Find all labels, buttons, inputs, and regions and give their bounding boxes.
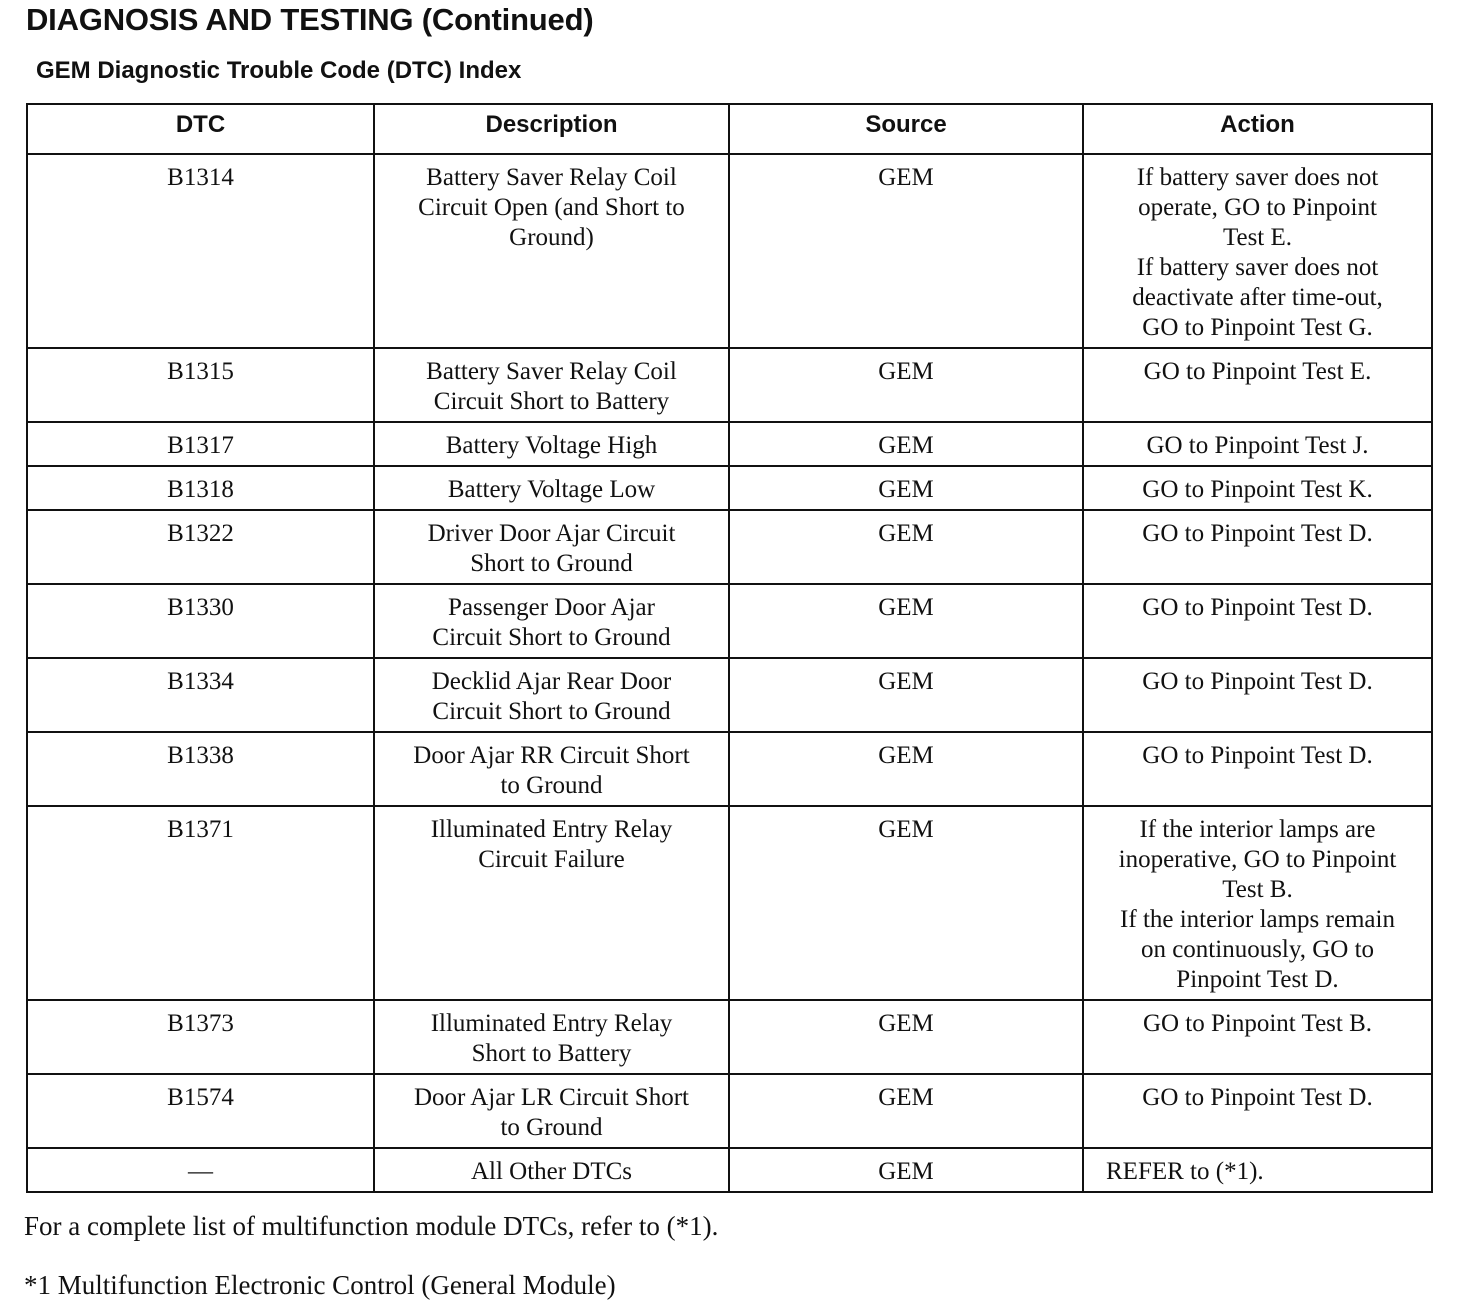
- table-title: GEM Diagnostic Trouble Code (DTC) Index: [36, 57, 522, 84]
- dtc-code-cell: B1318: [27, 466, 374, 510]
- source-cell: GEM: [729, 466, 1083, 510]
- action-line: If the interior lamps are: [1139, 816, 1376, 843]
- table-row: [27, 732, 1432, 806]
- table-row: [27, 1000, 1432, 1074]
- table-row: [27, 1148, 1432, 1192]
- description-cell: [374, 658, 729, 732]
- source-cell: GEM: [729, 154, 1083, 348]
- description-line: Battery Voltage Low: [447, 476, 656, 503]
- table-row: [27, 510, 1432, 584]
- dtc-code-cell: B1314: [27, 154, 374, 348]
- description-cell: [374, 466, 729, 510]
- dtc-code-cell: B1334: [27, 658, 374, 732]
- source-cell: GEM: [729, 510, 1083, 584]
- page-heading: DIAGNOSIS AND TESTING (Continued): [26, 2, 594, 37]
- description-cell: [374, 510, 729, 584]
- table-row: [27, 422, 1432, 466]
- source-cell: GEM: [729, 422, 1083, 466]
- description-cell: [374, 732, 729, 806]
- description-line: Circuit Failure: [478, 846, 625, 873]
- description-line: Circuit Open (and Short to: [418, 194, 685, 221]
- description-cell: [374, 584, 729, 658]
- action-cell: [1083, 1000, 1432, 1074]
- dtc-code-cell: —: [27, 1148, 374, 1192]
- action-line: Test E.: [1222, 224, 1293, 251]
- description-line: Driver Door Ajar Circuit: [427, 520, 676, 547]
- description-cell: [374, 348, 729, 422]
- description-cell: [374, 154, 729, 348]
- dtc-code-cell: B1317: [27, 422, 374, 466]
- action-line: inoperative, GO to Pinpoint: [1118, 846, 1397, 873]
- table-row: [27, 154, 1432, 348]
- dtc-index-table: [26, 103, 1433, 1193]
- header-description: Description: [374, 104, 729, 154]
- dtc-code-cell: B1315: [27, 348, 374, 422]
- action-cell: [1083, 806, 1432, 1000]
- action-cell: [1083, 732, 1432, 806]
- description-cell: [374, 422, 729, 466]
- action-line: GO to Pinpoint Test D.: [1142, 1084, 1373, 1111]
- action-line: Pinpoint Test D.: [1176, 966, 1339, 993]
- table-row: [27, 348, 1432, 422]
- action-cell: [1083, 584, 1432, 658]
- action-line: GO to Pinpoint Test B.: [1142, 1010, 1373, 1037]
- source-cell: GEM: [729, 584, 1083, 658]
- action-line: REFER to (*1).: [1106, 1158, 1264, 1185]
- description-line: Battery Saver Relay Coil: [426, 164, 677, 191]
- action-cell: [1083, 154, 1432, 348]
- dtc-code-cell: B1330: [27, 584, 374, 658]
- table-row: [27, 1074, 1432, 1148]
- source-cell: GEM: [729, 732, 1083, 806]
- source-cell: GEM: [729, 1074, 1083, 1148]
- table-row: [27, 806, 1432, 1000]
- action-line: GO to Pinpoint Test D.: [1142, 594, 1373, 621]
- action-line: GO to Pinpoint Test G.: [1142, 314, 1373, 341]
- description-cell: [374, 1000, 729, 1074]
- action-cell: [1083, 422, 1432, 466]
- description-line: Door Ajar RR Circuit Short: [413, 742, 690, 769]
- action-line: GO to Pinpoint Test K.: [1142, 476, 1373, 503]
- dtc-code-cell: B1574: [27, 1074, 374, 1148]
- action-line: GO to Pinpoint Test J.: [1146, 432, 1369, 459]
- dtc-code-cell: B1371: [27, 806, 374, 1000]
- description-line: to Ground: [500, 772, 603, 799]
- description-line: Circuit Short to Battery: [433, 388, 670, 415]
- header-source: Source: [729, 104, 1083, 154]
- description-line: Illuminated Entry Relay: [430, 816, 673, 843]
- source-cell: GEM: [729, 1000, 1083, 1074]
- dtc-code-cell: B1373: [27, 1000, 374, 1074]
- description-line: Door Ajar LR Circuit Short: [414, 1084, 689, 1111]
- description-cell: [374, 1148, 729, 1192]
- action-cell: [1083, 348, 1432, 422]
- action-line: If battery saver does not: [1136, 254, 1379, 281]
- table-body: [27, 154, 1432, 1192]
- action-line: GO to Pinpoint Test E.: [1143, 358, 1372, 385]
- table-row: [27, 658, 1432, 732]
- action-cell: [1083, 510, 1432, 584]
- description-line: to Ground: [500, 1114, 603, 1141]
- description-line: Ground): [509, 224, 594, 251]
- action-line: operate, GO to Pinpoint: [1138, 194, 1377, 221]
- description-line: Short to Ground: [470, 550, 633, 577]
- action-line: If battery saver does not: [1136, 164, 1379, 191]
- table-header-row: [27, 104, 1432, 154]
- action-cell: [1083, 1148, 1432, 1192]
- description-line: Short to Battery: [471, 1040, 632, 1067]
- description-line: Battery Saver Relay Coil: [426, 358, 677, 385]
- description-line: Passenger Door Ajar: [448, 594, 655, 621]
- description-line: Circuit Short to Ground: [432, 624, 671, 651]
- action-line: Test B.: [1222, 876, 1293, 903]
- action-line: If the interior lamps remain: [1120, 906, 1395, 933]
- table-row: [27, 584, 1432, 658]
- description-cell: [374, 806, 729, 1000]
- source-cell: GEM: [729, 1148, 1083, 1192]
- description-line: Battery Voltage High: [445, 432, 658, 459]
- action-line: deactivate after time-out,: [1132, 284, 1383, 311]
- description-line: All Other DTCs: [470, 1158, 633, 1185]
- header-dtc: DTC: [27, 104, 374, 154]
- footer-note: For a complete list of multifunction module DTCs, refer to (*1).: [24, 1211, 719, 1241]
- description-line: Circuit Short to Ground: [432, 698, 671, 725]
- description-line: Decklid Ajar Rear Door: [431, 668, 672, 695]
- description-cell: [374, 1074, 729, 1148]
- dtc-code-cell: B1322: [27, 510, 374, 584]
- action-line: GO to Pinpoint Test D.: [1142, 742, 1373, 769]
- source-cell: GEM: [729, 348, 1083, 422]
- action-cell: [1083, 466, 1432, 510]
- source-cell: GEM: [729, 658, 1083, 732]
- action-line: GO to Pinpoint Test D.: [1142, 668, 1373, 695]
- header-action: Action: [1083, 104, 1432, 154]
- source-cell: GEM: [729, 806, 1083, 1000]
- dtc-code-cell: B1338: [27, 732, 374, 806]
- action-line: on continuously, GO to: [1140, 936, 1375, 963]
- action-cell: [1083, 658, 1432, 732]
- description-line: Illuminated Entry Relay: [430, 1010, 673, 1037]
- footnote-reference: *1 Multifunction Electronic Control (General Module): [24, 1270, 616, 1300]
- action-line: GO to Pinpoint Test D.: [1142, 520, 1373, 547]
- table-row: [27, 466, 1432, 510]
- action-cell: [1083, 1074, 1432, 1148]
